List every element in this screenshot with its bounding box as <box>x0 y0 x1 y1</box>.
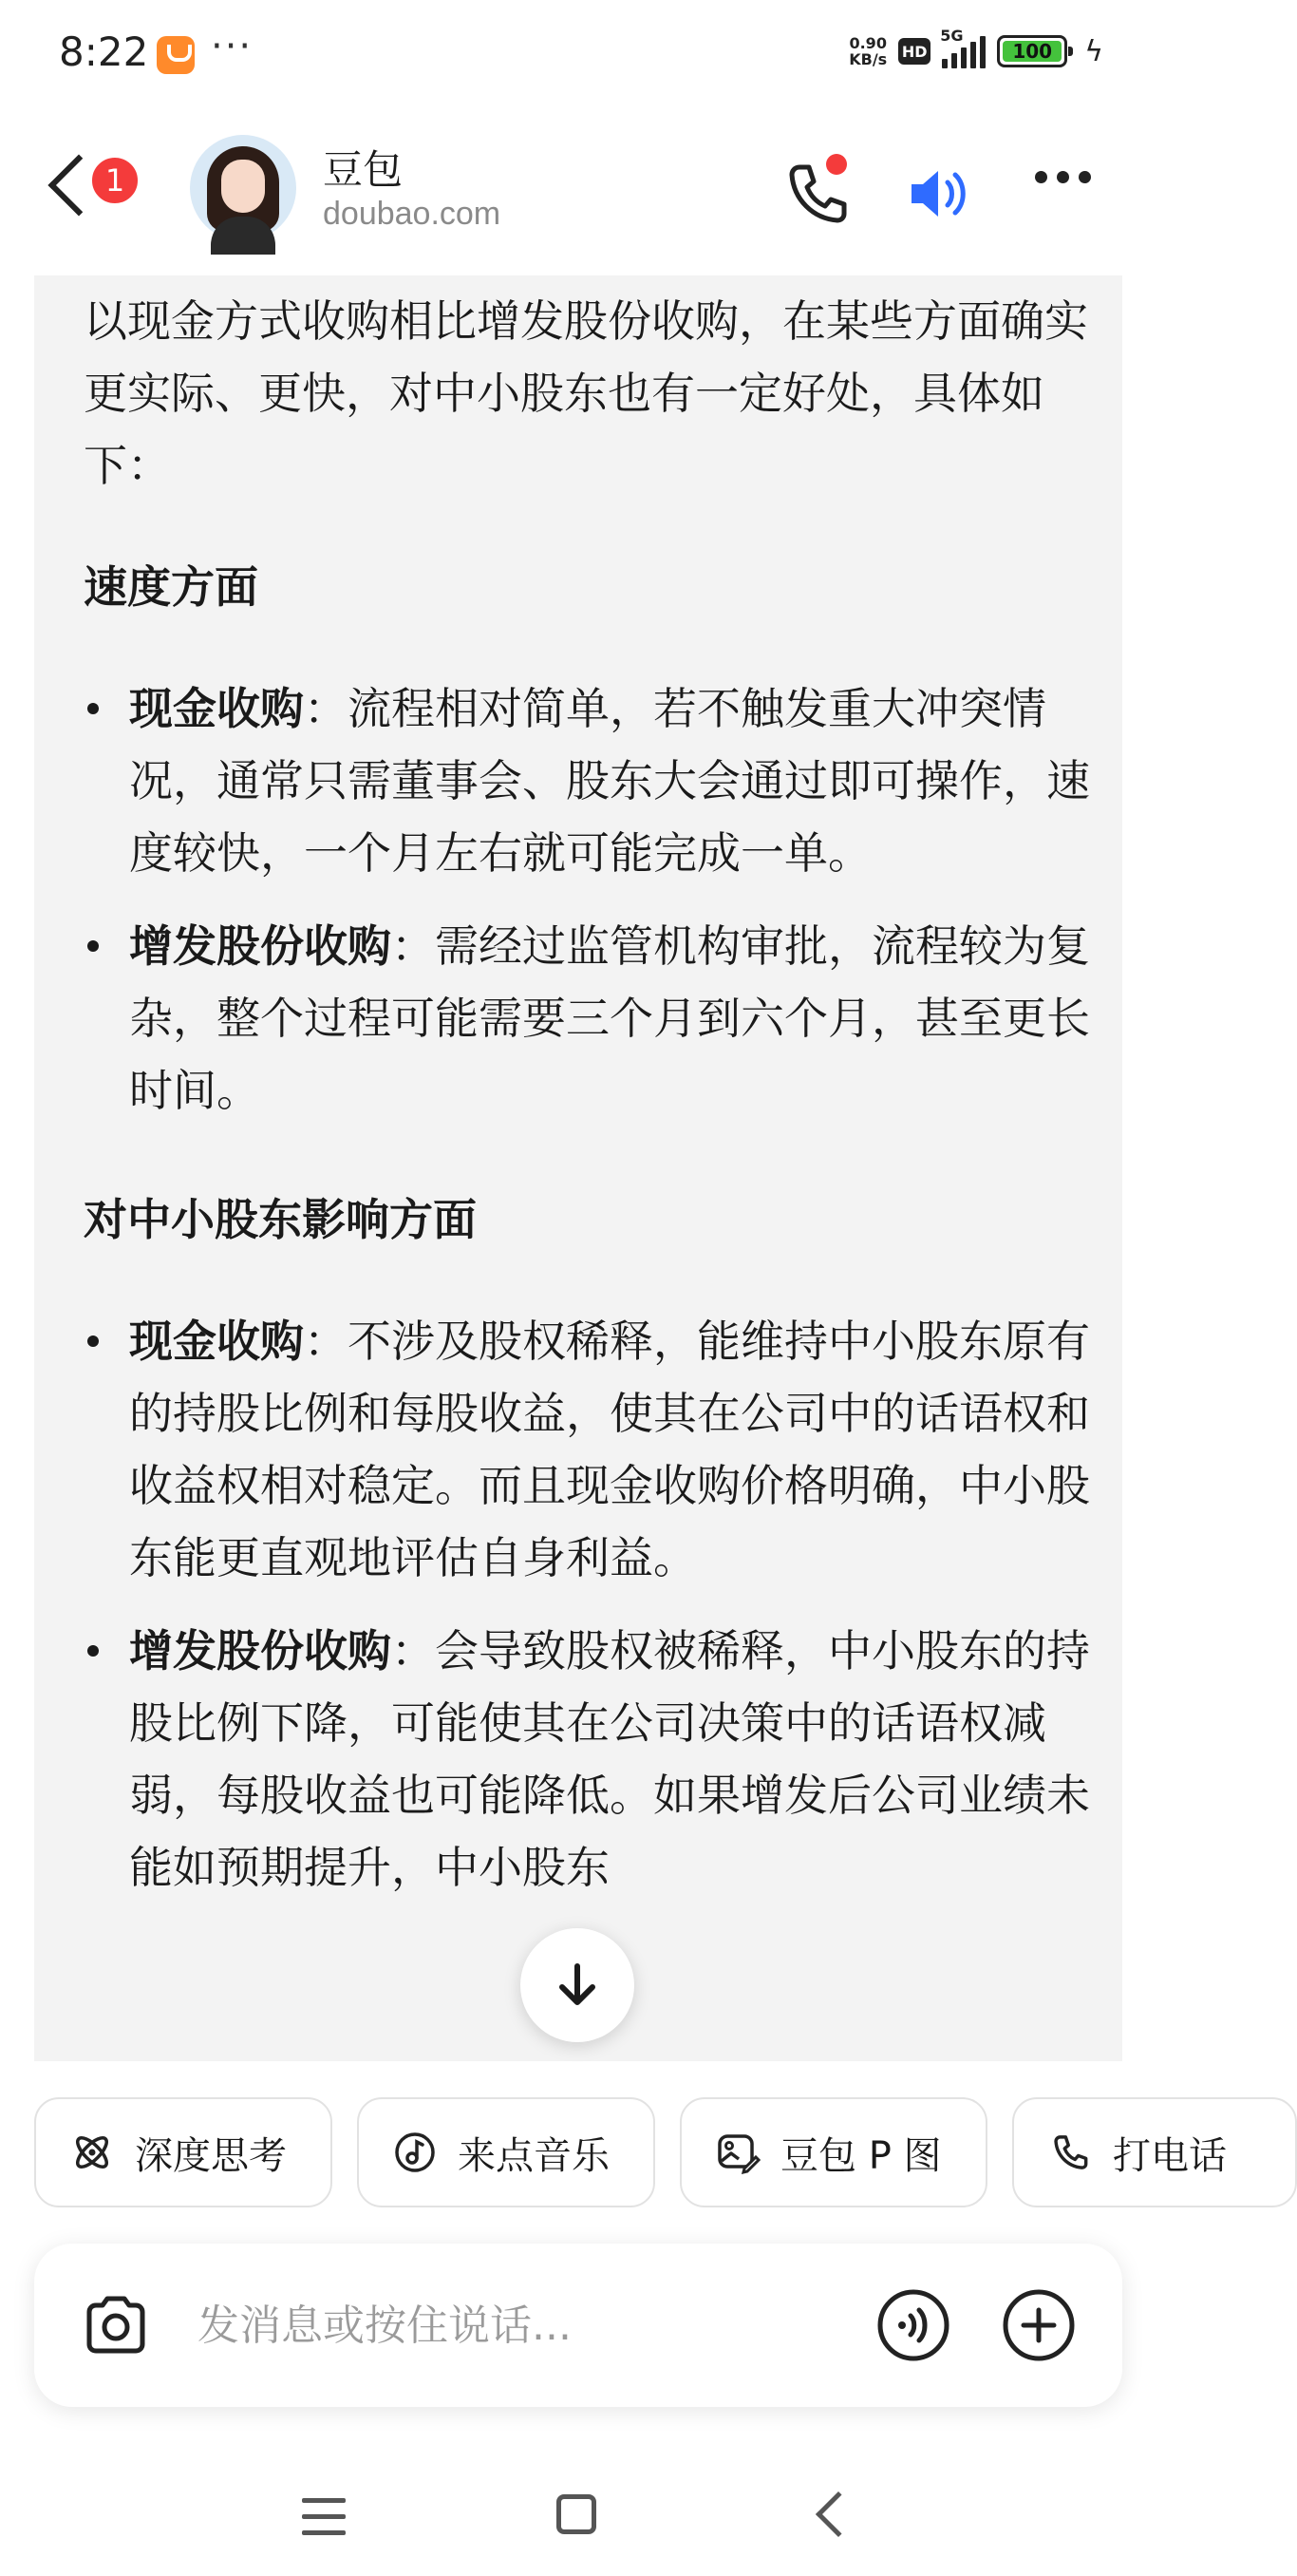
chip-label: 豆包 P 图 <box>780 2133 942 2178</box>
camera-button[interactable] <box>80 2289 152 2361</box>
chip-photo-edit[interactable] <box>680 2097 987 2207</box>
network-speed-unit: KB/s <box>849 50 888 68</box>
network-speed-value: 0.90 <box>849 34 887 52</box>
status-bar <box>0 0 1158 104</box>
network-speed <box>849 35 887 67</box>
avatar[interactable] <box>190 135 296 241</box>
menu-icon[interactable] <box>302 2498 346 2536</box>
network-type: 5G <box>940 27 964 45</box>
chat-header <box>0 114 1158 266</box>
list-item-text: ：需经过监管机构审批，流程较为复杂，整个过程可能需要三个月到六个月，甚至更长时间。 <box>129 920 1090 1116</box>
list-item-text: ：流程相对简单，若不触发重大冲突情况，通常只需董事会、股东大会通过即可操作，速度较快，一个月左右就可能完成一单。 <box>129 683 1090 879</box>
more-options-icon[interactable] <box>1035 171 1091 183</box>
battery-level: 100 <box>1003 41 1062 62</box>
unread-badge: 1 <box>88 154 141 207</box>
list-item-term: 现金收购 <box>129 1316 304 1367</box>
status-indicators <box>849 27 1103 68</box>
message-input[interactable] <box>197 2291 862 2359</box>
back-button[interactable] <box>46 154 141 230</box>
scroll-to-bottom-button[interactable] <box>520 1928 634 2042</box>
charging-icon: ϟ <box>1084 34 1103 68</box>
system-nav-bar <box>0 2451 1158 2576</box>
assistant-message-bubble <box>34 275 1122 2061</box>
list-item <box>84 672 1109 889</box>
atom-icon <box>70 2131 114 2174</box>
speaker-icon <box>902 156 978 232</box>
bullet-list <box>84 672 1109 1127</box>
chip-label: 来点音乐 <box>458 2133 610 2178</box>
chip-deep-thinking[interactable] <box>34 2097 332 2207</box>
nav-back-icon[interactable] <box>816 2491 861 2537</box>
speaker-button[interactable] <box>902 156 978 232</box>
home-icon[interactable] <box>556 2494 596 2534</box>
list-item <box>84 1615 1109 1904</box>
section-heading: 对中小股东影响方面 <box>84 1194 477 1245</box>
shopping-app-icon <box>157 36 195 74</box>
notification-dot <box>826 154 847 175</box>
add-attachment-button[interactable] <box>1001 2287 1077 2363</box>
section-heading: 速度方面 <box>84 561 258 613</box>
chip-music[interactable] <box>357 2097 655 2207</box>
signal-icon <box>940 27 986 68</box>
list-item <box>84 910 1109 1127</box>
status-more-indicator: ··· <box>211 25 254 68</box>
camera-icon <box>80 2289 152 2361</box>
suggestion-chips <box>34 2097 1227 2211</box>
status-time: 8:22 <box>59 28 149 75</box>
arrow-down-icon <box>551 1959 604 2012</box>
chat-subtitle: doubao.com <box>323 196 501 232</box>
voice-input-button[interactable] <box>875 2287 951 2363</box>
phone-icon <box>1048 2131 1092 2174</box>
list-item <box>84 1305 1109 1594</box>
bullet-list <box>84 1305 1109 1904</box>
chip-call[interactable] <box>1012 2097 1297 2207</box>
music-icon <box>393 2131 437 2174</box>
list-item-text: ：会导致股权被稀释，中小股东的持股比例下降，可能使其在公司决策中的话语权减弱，每股收益也可能降低。如果增发后公司业绩未能如预期提升，中小股东 <box>129 1625 1090 1893</box>
message-intro: 以现金方式收购相比增发股份收购，在某些方面确实更实际、更快，对中小股东也有一定好处，具体如下： <box>84 295 1088 491</box>
plus-icon <box>1001 2287 1077 2363</box>
list-item-text: ：不涉及股权稀释，能维持中小股东原有的持股比例和每股收益，使其在公司中的话语权和收益权相对稳定。而且现金收购价格明确，中小股东能更直观地评估自身利益。 <box>129 1316 1090 1583</box>
image-edit-icon <box>716 2131 760 2174</box>
message-composer <box>34 2244 1122 2407</box>
list-item-term: 现金收购 <box>129 683 304 734</box>
voice-wave-icon <box>875 2287 951 2363</box>
list-item-term: 增发股份收购 <box>129 1625 391 1676</box>
battery-icon <box>997 35 1067 67</box>
message-content <box>84 285 1109 1960</box>
chat-title: 豆包 <box>323 146 404 193</box>
hd-icon: HD <box>898 38 930 65</box>
chip-label: 打电话 <box>1113 2133 1227 2178</box>
list-item-term: 增发股份收购 <box>129 920 391 972</box>
chip-label: 深度思考 <box>135 2133 287 2178</box>
